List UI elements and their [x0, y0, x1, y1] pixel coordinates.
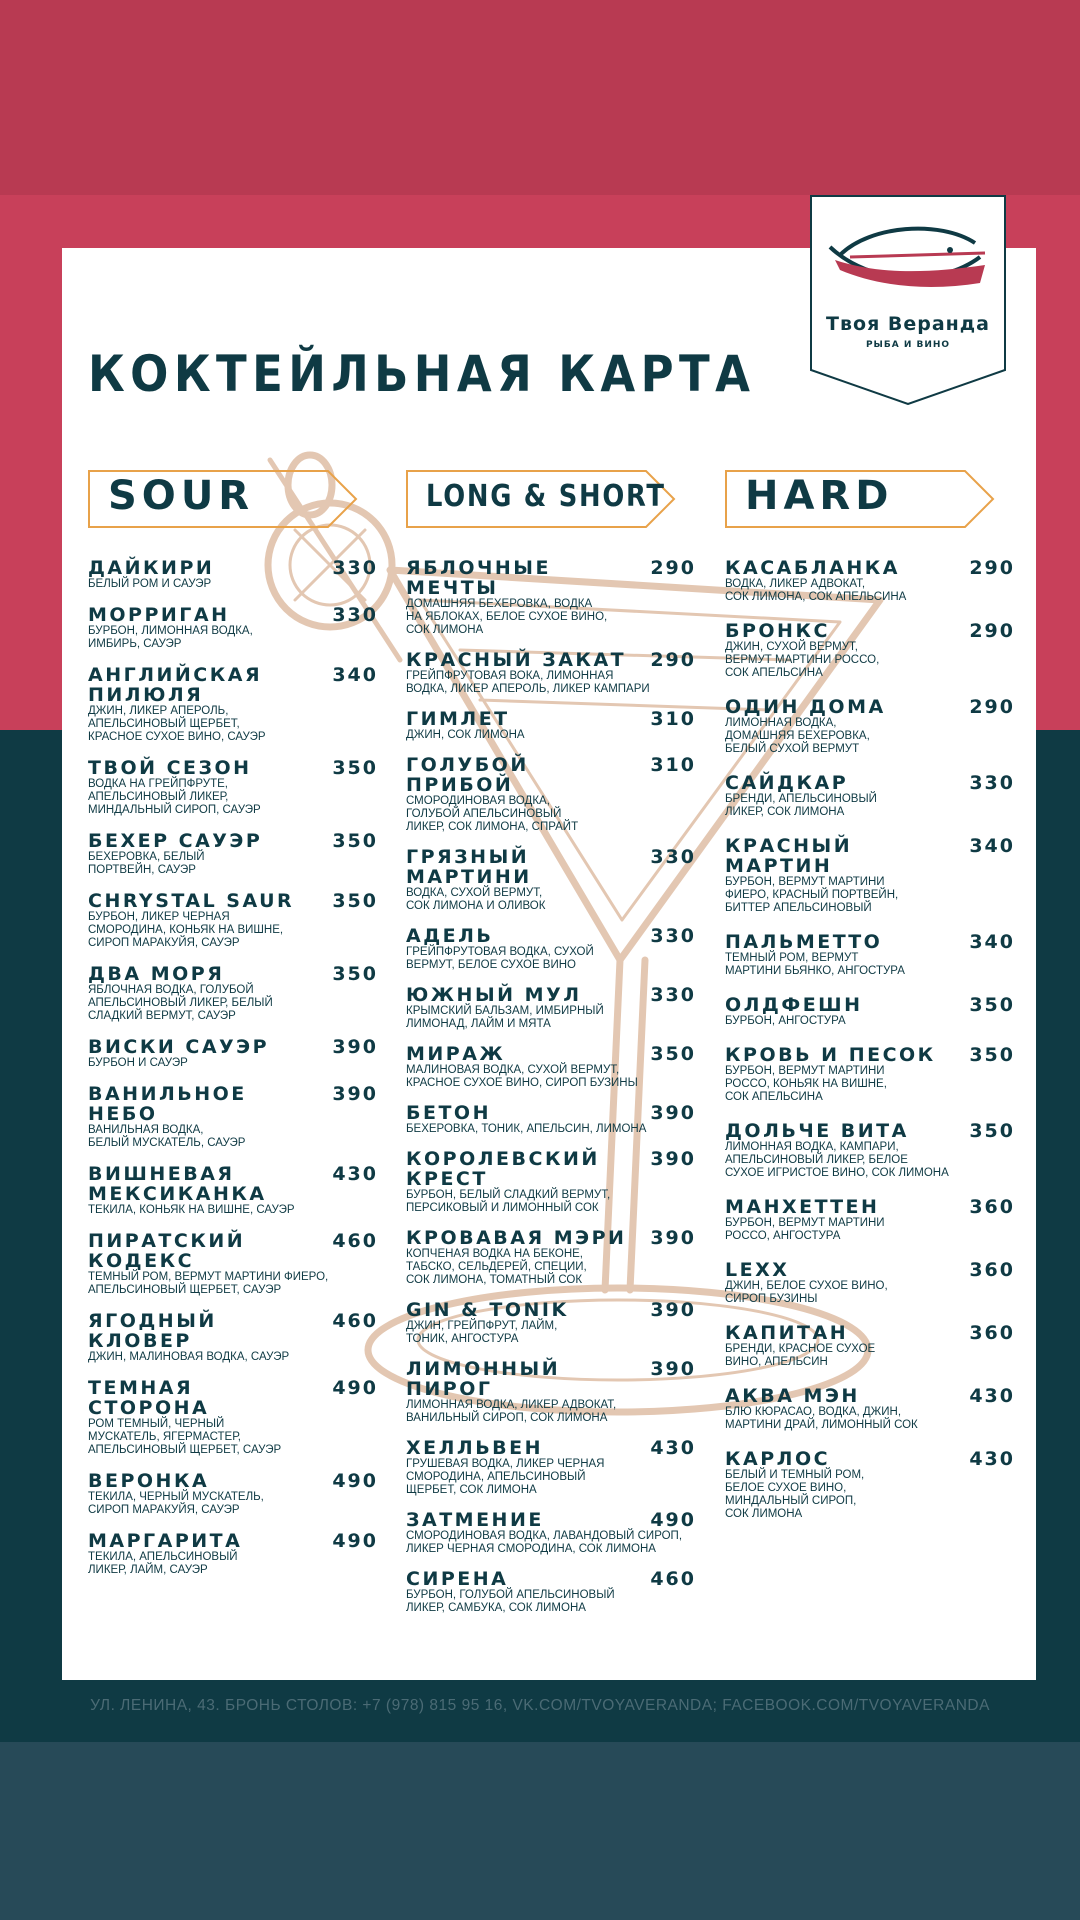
- menu-item-description: КОПЧЕНАЯ ВОДКА НА БЕКОНЕ, ТАБСКО, СЕЛЬДЕРЕЙ, СПЕЦИИ, СОК ЛИМОНА, ТОМАТНЫЙ СОК: [406, 1248, 587, 1286]
- menu-item-price: 460: [332, 1310, 378, 1332]
- menu-item: [406, 847, 696, 913]
- logo-frame: [810, 195, 1006, 405]
- menu-item-description: ВОДКА, ЛИКЕР АДВОКАТ, СОК ЛИМОНА, СОК АПЕЛЬСИНА: [725, 578, 907, 603]
- menu-item-price: 330: [650, 925, 696, 947]
- menu-item: [406, 1438, 696, 1497]
- menu-item-description: БЕХЕРОВКА, БЕЛЫЙ ПОРТВЕЙН, САУЭР: [88, 851, 205, 876]
- menu-item-price: 350: [332, 830, 378, 852]
- menu-item: [406, 1103, 696, 1136]
- menu-item-price: 360: [969, 1259, 1015, 1281]
- menu-item-price: 350: [332, 963, 378, 985]
- menu-item-name: ГИМЛЕТ: [406, 708, 510, 730]
- menu-item-price: 290: [969, 620, 1015, 642]
- menu-item-description: ДЖИН, СУХОЙ ВЕРМУТ, ВЕРМУТ МАРТИНИ РОССО, СОК АПЕЛЬСИНА: [725, 641, 880, 679]
- menu-item: [88, 891, 378, 950]
- menu-item: [88, 1231, 378, 1297]
- menu-item-description: БЕЛЫЙ РОМ И САУЭР: [88, 578, 212, 590]
- menu-item-price: 350: [969, 994, 1015, 1016]
- menu-item-name: КРОВАВАЯ МЭРИ: [406, 1227, 627, 1249]
- menu-item-name: КРОВЬ И ПЕСОК: [725, 1044, 936, 1066]
- menu-item: [406, 1228, 696, 1287]
- menu-item-name: CHRYSTAL SAUR: [88, 890, 295, 912]
- menu-item-description: БЕХЕРОВКА, ТОНИК, АПЕЛЬСИН, ЛИМОНА: [406, 1123, 647, 1135]
- menu-item: [88, 1471, 378, 1517]
- section-heading-sour: [88, 470, 358, 528]
- menu-item-price: 430: [332, 1163, 378, 1185]
- menu-item-price: 430: [969, 1448, 1015, 1470]
- menu-item-price: 290: [969, 696, 1015, 718]
- menu-item-description: БЕЛЫЙ И ТЕМНЫЙ РОМ, БЕЛОЕ СУХОЕ ВИНО, МИНДАЛЬНЫЙ СИРОП, СОК ЛИМОНА: [725, 1469, 865, 1520]
- menu-item-name: ГРЯЗНЫЙ МАРТИНИ: [406, 846, 532, 888]
- menu-item-name: МОРРИГАН: [88, 604, 230, 626]
- menu-item-description: БУРБОН, БЕЛЫЙ СЛАДКИЙ ВЕРМУТ, ПЕРСИКОВЫЙ И ЛИМОННЫЙ СОК: [406, 1189, 611, 1214]
- menu-item: [725, 1386, 1015, 1432]
- menu-item-price: 350: [332, 757, 378, 779]
- menu-item: [88, 605, 378, 651]
- menu-item-price: 490: [332, 1530, 378, 1552]
- section-heading-label: SOUR: [108, 473, 255, 519]
- menu-item: [725, 1197, 1015, 1243]
- page-title: КОКТЕЙЛЬНАЯ КАРТА: [88, 345, 756, 403]
- menu-item: [88, 665, 378, 744]
- menu-item-description: ДЖИН, МАЛИНОВАЯ ВОДКА, САУЭР: [88, 1351, 290, 1363]
- menu-item-description: ДОМАШНЯЯ БЕХЕРОВКА, ВОДКА НА ЯБЛОКАХ, БЕЛОЕ СУХОЕ ВИНО, СОК ЛИМОНА: [406, 598, 608, 636]
- menu-item: [725, 1260, 1015, 1306]
- menu-item: [406, 558, 696, 637]
- menu-item: [406, 1510, 696, 1556]
- menu-item-price: 330: [332, 604, 378, 626]
- menu-item-name: ПИРАТСКИЙ КОДЕКС: [88, 1230, 246, 1272]
- menu-item-price: 350: [969, 1120, 1015, 1142]
- menu-item-name: БЕХЕР САУЭР: [88, 830, 263, 852]
- logo: [810, 195, 1006, 405]
- menu-item-description: ТЕКИЛА, КОНЬЯК НА ВИШНЕ, САУЭР: [88, 1204, 295, 1216]
- menu-item-name: МАРГАРИТА: [88, 1530, 243, 1552]
- menu-item-name: ПАЛЬМЕТТО: [725, 931, 883, 953]
- menu-item: [725, 836, 1015, 915]
- menu-item-price: 330: [650, 846, 696, 868]
- menu-item-price: 350: [332, 890, 378, 912]
- menu-item-description: КРЫМСКИЙ БАЛЬЗАМ, ИМБИРНЫЙ ЛИМОНАД, ЛАЙМ И МЯТА: [406, 1005, 604, 1030]
- menu-item-name: АДЕЛЬ: [406, 925, 494, 947]
- section-heading-hard: [725, 470, 995, 528]
- menu-item-price: 390: [650, 1299, 696, 1321]
- logo-name: Твоя Веранда: [826, 313, 990, 335]
- menu-item-price: 290: [650, 557, 696, 579]
- menu-item-description: ЛИМОННАЯ ВОДКА, ЛИКЕР АДВОКАТ, ВАНИЛЬНЫЙ СИРОП, СОК ЛИМОНА: [406, 1399, 617, 1424]
- menu-item-name: ВИШНЕВАЯ МЕКСИКАНКА: [88, 1163, 267, 1205]
- menu-item-name: ТВОЙ СЕЗОН: [88, 757, 252, 779]
- section-heading-long-short: [406, 470, 676, 528]
- menu-item-price: 390: [332, 1083, 378, 1105]
- menu-item: [725, 697, 1015, 756]
- menu-item-price: 390: [650, 1227, 696, 1249]
- menu-item-price: 430: [650, 1437, 696, 1459]
- menu-item-name: ТЕМНАЯ СТОРОНА: [88, 1377, 210, 1419]
- menu-item-price: 340: [969, 835, 1015, 857]
- menu-item-price: 350: [969, 1044, 1015, 1066]
- menu-item-price: 490: [332, 1377, 378, 1399]
- menu-item-price: 390: [650, 1358, 696, 1380]
- menu-item-price: 360: [969, 1322, 1015, 1344]
- menu-item-price: 310: [650, 754, 696, 776]
- menu-item-name: АНГЛИЙСКАЯ ПИЛЮЛЯ: [88, 664, 263, 706]
- menu-item: [88, 1084, 378, 1150]
- menu-item-description: ТЕКИЛА, АПЕЛЬСИНОВЫЙ ЛИКЕР, ЛАЙМ, САУЭР: [88, 1551, 238, 1576]
- menu-item: [406, 709, 696, 742]
- menu-item: [406, 1149, 696, 1215]
- background-band-bottom: [0, 1742, 1080, 1920]
- menu-item-price: 460: [650, 1568, 696, 1590]
- menu-item-name: ЮЖНЫЙ МУЛ: [406, 984, 582, 1006]
- menu-item: [725, 1121, 1015, 1180]
- menu-item-description: ТЕКИЛА, ЧЕРНЫЙ МУСКАТЕЛЬ, СИРОП МАРАКУЙЯ, САУЭР: [88, 1491, 264, 1516]
- menu-item-description: СМОРОДИНОВАЯ ВОДКА, ГОЛУБОЙ АПЕЛЬСИНОВЫЙ ЛИКЕР, СОК ЛИМОНА, СПРАЙТ: [406, 795, 579, 833]
- menu-item-price: 390: [332, 1036, 378, 1058]
- menu-items-list: [725, 558, 1025, 1521]
- menu-item-price: 350: [650, 1043, 696, 1065]
- menu-item: [725, 995, 1015, 1028]
- menu-item-price: 330: [969, 772, 1015, 794]
- menu-item-description: ВОДКА, СУХОЙ ВЕРМУТ, СОК ЛИМОНА И ОЛИВОК: [406, 887, 546, 912]
- menu-item: [406, 1569, 696, 1615]
- menu-item-price: 290: [969, 557, 1015, 579]
- menu-column-sour: [88, 470, 388, 1591]
- menu-column-long-short: [406, 470, 706, 1628]
- menu-item: [725, 1323, 1015, 1369]
- menu-item: [88, 1531, 378, 1577]
- menu-item: [88, 964, 378, 1023]
- menu-item-name: ХЕЛЛЬВЕН: [406, 1437, 544, 1459]
- menu-item: [725, 932, 1015, 978]
- menu-item-name: КАСАБЛАНКА: [725, 557, 900, 579]
- menu-item-price: 340: [332, 664, 378, 686]
- menu-item: [406, 755, 696, 834]
- menu-item-description: БУРБОН И САУЭР: [88, 1057, 188, 1069]
- menu-item: [406, 985, 696, 1031]
- menu-item: [725, 621, 1015, 680]
- menu-item-name: МАНХЕТТЕН: [725, 1196, 880, 1218]
- menu-item-price: 490: [332, 1470, 378, 1492]
- menu-items-list: [406, 558, 706, 1615]
- menu-item-description: ГРЕЙПФРУТОВАЯ ВОКА, ЛИМОННАЯ ВОДКА, ЛИКЕР АПЕРОЛЬ, ЛИКЕР КАМПАРИ: [406, 670, 650, 695]
- menu-item-name: КАПИТАН: [725, 1322, 849, 1344]
- menu-item-description: БРЕНДИ, КРАСНОЕ СУХОЕ ВИНО, АПЕЛЬСИН: [725, 1343, 876, 1368]
- logo-subtitle: РЫБА И ВИНО: [865, 340, 951, 350]
- menu-item-description: БУРБОН, ЛИМОННАЯ ВОДКА, ИМБИРЬ, САУЭР: [88, 625, 253, 650]
- menu-item-price: 430: [969, 1385, 1015, 1407]
- menu-item-description: ТЕМНЫЙ РОМ, ВЕРМУТ МАРТИНИ БЬЯНКО, АНГОСТУРА: [725, 952, 905, 977]
- menu-item: [725, 1045, 1015, 1104]
- menu-item: [725, 773, 1015, 819]
- menu-item-description: ЛИМОННАЯ ВОДКА, ДОМАШНЯЯ БЕХЕРОВКА, БЕЛЫЙ СУХОЙ ВЕРМУТ: [725, 717, 870, 755]
- menu-item-name: СИРЕНА: [406, 1568, 509, 1590]
- menu-item-name: ДВА МОРЯ: [88, 963, 225, 985]
- menu-item-description: БРЕНДИ, АПЕЛЬСИНОВЫЙ ЛИКЕР, СОК ЛИМОНА: [725, 793, 877, 818]
- menu-item-name: ЯБЛОЧНЫЕ МЕЧТЫ: [406, 557, 551, 599]
- background-band-top: [0, 0, 1080, 195]
- menu-item-name: ГОЛУБОЙ ПРИБОЙ: [406, 754, 529, 796]
- menu-item-description: ГРУШЕВАЯ ВОДКА, ЛИКЕР ЧЕРНАЯ СМОРОДИНА, АПЕЛЬСИНОВЫЙ ЩЕРБЕТ, СОК ЛИМОНА: [406, 1458, 605, 1496]
- menu-item-name: БРОНКС: [725, 620, 830, 642]
- menu-item: [88, 758, 378, 817]
- menu-item-name: МИРАЖ: [406, 1043, 506, 1065]
- menu-item-description: БУРБОН, ЛИКЕР ЧЕРНАЯ СМОРОДИНА, КОНЬЯК НА ВИШНЕ, СИРОП МАРАКУЙЯ, САУЭР: [88, 911, 284, 949]
- menu-item-description: СМОРОДИНОВАЯ ВОДКА, ЛАВАНДОВЫЙ СИРОП, ЛИКЕР ЧЕРНАЯ СМОРОДИНА, СОК ЛИМОНА: [406, 1530, 683, 1555]
- menu-item: [725, 1449, 1015, 1521]
- menu-item-name: КАРЛОС: [725, 1448, 831, 1470]
- menu-item-name: ЯГОДНЫЙ КЛОВЕР: [88, 1310, 217, 1352]
- menu-column-hard: [725, 470, 1025, 1538]
- menu-item-description: ЛИМОННАЯ ВОДКА, КАМПАРИ, АПЕЛЬСИНОВЫЙ ЛИКЕР, БЕЛОЕ СУХОЕ ИГРИСТОЕ ВИНО, СОК ЛИМОНА: [725, 1141, 949, 1179]
- menu-item: [88, 1378, 378, 1457]
- menu-item: [406, 1044, 696, 1090]
- menu-item-name: ВИСКИ САУЭР: [88, 1036, 270, 1058]
- menu-item-price: 310: [650, 708, 696, 730]
- menu-item-description: БУРБОН, АНГОСТУРА: [725, 1015, 846, 1027]
- menu-item: [88, 1164, 378, 1217]
- menu-item-price: 390: [650, 1148, 696, 1170]
- menu-item-name: ОДИН ДОМА: [725, 696, 886, 718]
- menu-item-name: КРАСНЫЙ ЗАКАТ: [406, 649, 627, 671]
- menu-item-description: ДЖИН, СОК ЛИМОНА: [406, 729, 525, 741]
- menu-item-description: ДЖИН, БЕЛОЕ СУХОЕ ВИНО, СИРОП БУЗИНЫ: [725, 1280, 888, 1305]
- footer-contacts: УЛ. ЛЕНИНА, 43. БРОНЬ СТОЛОВ: +7 (978) 815 95 16, VK.COM/TVOYAVERANDA; FACEBOOK.COM/TVOYAVERANDA: [90, 1697, 990, 1714]
- menu-item-name: КРАСНЫЙ МАРТИН: [725, 835, 853, 877]
- menu-item-price: 330: [650, 984, 696, 1006]
- menu-items-list: [88, 558, 388, 1577]
- menu-item-name: ЗАТМЕНИЕ: [406, 1509, 544, 1531]
- menu-item: [406, 650, 696, 696]
- menu-item-name: БЕТОН: [406, 1102, 491, 1124]
- menu-item-name: АКВА МЭН: [725, 1385, 860, 1407]
- menu-item-price: 460: [332, 1230, 378, 1252]
- menu-item-description: ГРЕЙПФРУТОВАЯ ВОДКА, СУХОЙ ВЕРМУТ, БЕЛОЕ СУХОЕ ВИНО: [406, 946, 594, 971]
- menu-item: [406, 1359, 696, 1425]
- menu-item-description: ЯБЛОЧНАЯ ВОДКА, ГОЛУБОЙ АПЕЛЬСИНОВЫЙ ЛИКЕР, БЕЛЫЙ СЛАДКИЙ ВЕРМУТ, САУЭР: [88, 984, 273, 1022]
- menu-item: [88, 831, 378, 877]
- menu-item-description: ДЖИН, ГРЕЙПФРУТ, ЛАЙМ, ТОНИК, АНГОСТУРА: [406, 1320, 558, 1345]
- menu-item-description: БУРБОН, ВЕРМУТ МАРТИНИ РОССО, АНГОСТУРА: [725, 1217, 885, 1242]
- menu-item-name: ЛИМОННЫЙ ПИРОГ: [406, 1358, 561, 1400]
- menu-item: [88, 1037, 378, 1070]
- menu-item-description: ТЕМНЫЙ РОМ, ВЕРМУТ МАРТИНИ ФИЕРО, АПЕЛЬСИНОВЫЙ ЩЕРБЕТ, САУЭР: [88, 1271, 329, 1296]
- menu-item-name: ОЛДФЕШН: [725, 994, 863, 1016]
- menu-item-name: GIN & TONIK: [406, 1299, 569, 1321]
- menu-item-description: БУРБОН, ВЕРМУТ МАРТИНИ ФИЕРО, КРАСНЫЙ ПОРТВЕЙН, БИТТЕР АПЕЛЬСИНОВЫЙ: [725, 876, 899, 914]
- menu-item-description: БУРБОН, ГОЛУБОЙ АПЕЛЬСИНОВЫЙ ЛИКЕР, САМБУКА, СОК ЛИМОНА: [406, 1589, 615, 1614]
- menu-item-name: ДОЛЬЧЕ ВИТА: [725, 1120, 909, 1142]
- menu-item-name: ВАНИЛЬНОЕ НЕБО: [88, 1083, 247, 1125]
- menu-item-price: 290: [650, 649, 696, 671]
- menu-item: [406, 926, 696, 972]
- menu-item-description: ВАНИЛЬНАЯ ВОДКА, БЕЛЫЙ МУСКАТЕЛЬ, САУЭР: [88, 1124, 246, 1149]
- menu-item-name: LEXX: [725, 1259, 790, 1281]
- menu-item-price: 340: [969, 931, 1015, 953]
- menu-item: [725, 558, 1015, 604]
- menu-item-name: КОРОЛЕВСКИЙ КРЕСТ: [406, 1148, 600, 1190]
- menu-item-description: БЛЮ КЮРАСАО, ВОДКА, ДЖИН, МАРТИНИ ДРАЙ, ЛИМОННЫЙ СОК: [725, 1406, 918, 1431]
- menu-item-description: РОМ ТЕМНЫЙ, ЧЕРНЫЙ МУСКАТЕЛЬ, ЯГЕРМАСТЕР, АПЕЛЬСИНОВЫЙ ЩЕРБЕТ, САУЭР: [88, 1418, 282, 1456]
- menu-item-price: 490: [650, 1509, 696, 1531]
- menu-item-price: 360: [969, 1196, 1015, 1218]
- menu-item-price: 390: [650, 1102, 696, 1124]
- menu-item-description: ДЖИН, ЛИКЕР АПЕРОЛЬ, АПЕЛЬСИНОВЫЙ ЩЕРБЕТ, КРАСНОЕ СУХОЕ ВИНО, САУЭР: [88, 705, 266, 743]
- menu-item-name: ДАЙКИРИ: [88, 557, 215, 579]
- section-heading-label: HARD: [745, 473, 894, 519]
- menu-item: [88, 558, 378, 591]
- menu-item-description: БУРБОН, ВЕРМУТ МАРТИНИ РОССО, КОНЬЯК НА ВИШНЕ, СОК АПЕЛЬСИНА: [725, 1065, 887, 1103]
- menu-item-name: ВЕРОНКА: [88, 1470, 210, 1492]
- menu-item-name: САЙДКАР: [725, 772, 849, 794]
- menu-item-description: МАЛИНОВАЯ ВОДКА, СУХОЙ ВЕРМУТ, КРАСНОЕ СУХОЕ ВИНО, СИРОП БУЗИНЫ: [406, 1064, 638, 1089]
- menu-item: [88, 1311, 378, 1364]
- menu-item-price: 330: [332, 557, 378, 579]
- section-heading-label: LONG & SHORT: [426, 479, 666, 514]
- menu-item: [406, 1300, 696, 1346]
- menu-item-description: ВОДКА НА ГРЕЙПФРУТЕ, АПЕЛЬСИНОВЫЙ ЛИКЕР, МИНДАЛЬНЫЙ СИРОП, САУЭР: [88, 778, 261, 816]
